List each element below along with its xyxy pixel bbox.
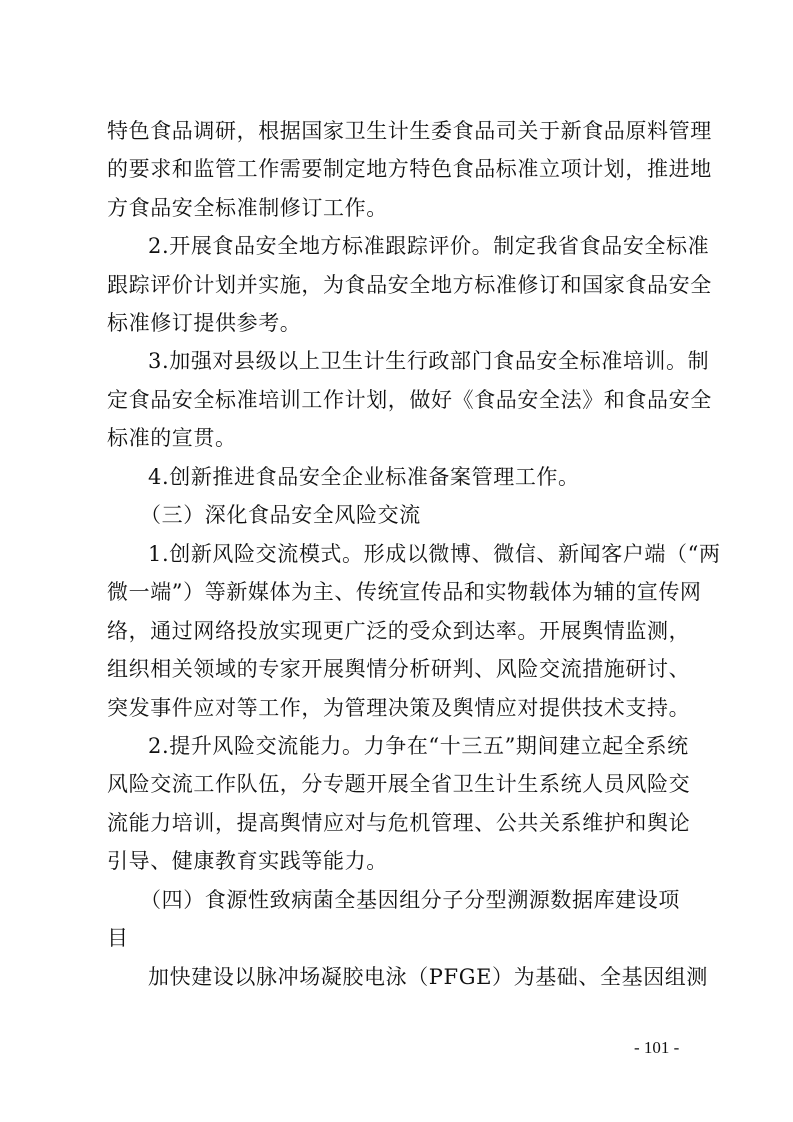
text-line: 2.开展食品安全地方标准跟踪评价。制定我省食品安全标准 — [148, 234, 710, 258]
section-heading: （三）深化食品安全风险交流 — [140, 503, 421, 527]
text-line: 特色食品调研，根据国家卫生计生委食品司关于新食品原料管理 — [107, 119, 712, 143]
text-line: 引导、健康教育实践等能力。 — [107, 849, 388, 873]
text-line: 组织相关领域的专家开展舆情分析研判、风险交流措施研讨、 — [107, 657, 691, 681]
text-line: 方食品安全标准制修订工作。 — [107, 196, 388, 220]
text-line: 风险交流工作队伍，分专题开展全省卫生计生系统人员风险交 — [107, 772, 691, 796]
section-heading: （四）食源性致病菌全基因组分子分型溯源数据库建设项 — [140, 888, 680, 912]
text-line: 标准修订提供参考。 — [107, 311, 302, 335]
text-line: 络，通过网络投放实现更广泛的受众到达率。开展舆情监测， — [107, 619, 691, 643]
text-line: 的要求和监管工作需要制定地方特色食品标准立项计划，推进地 — [107, 157, 712, 181]
text-line: 目 — [107, 926, 129, 950]
text-line: 突发事件应对等工作，为管理决策及舆情应对提供技术支持。 — [107, 696, 691, 720]
text-line: 跟踪评价计划并实施，为食品安全地方标准修订和国家食品安全 — [107, 273, 712, 297]
text-line: 流能力培训，提高舆情应对与危机管理、公共关系维护和舆论 — [107, 811, 691, 835]
page-number: - 101 - — [634, 1038, 680, 1057]
text-line: 标准的宣贯。 — [107, 426, 237, 450]
text-line: 微一端”）等新媒体为主、传统宣传品和实物载体为辅的宣传网 — [107, 580, 702, 604]
text-line: 定食品安全标准培训工作计划，做好《食品安全法》和食品安全 — [107, 388, 712, 412]
text-line: 加快建设以脉冲场凝胶电泳（PFGE）为基础、全基因组测 — [148, 965, 709, 989]
text-line: 1.创新风险交流模式。形成以微博、微信、新闻客户端（“两 — [148, 542, 721, 566]
text-line: 4.创新推进食品安全企业标准备案管理工作。 — [148, 465, 580, 489]
text-line: 3.加强对县级以上卫生计生行政部门食品安全标准培训。制 — [148, 349, 710, 373]
text-line: 2.提升风险交流能力。力争在“十三五”期间建立起全系统 — [148, 734, 689, 758]
